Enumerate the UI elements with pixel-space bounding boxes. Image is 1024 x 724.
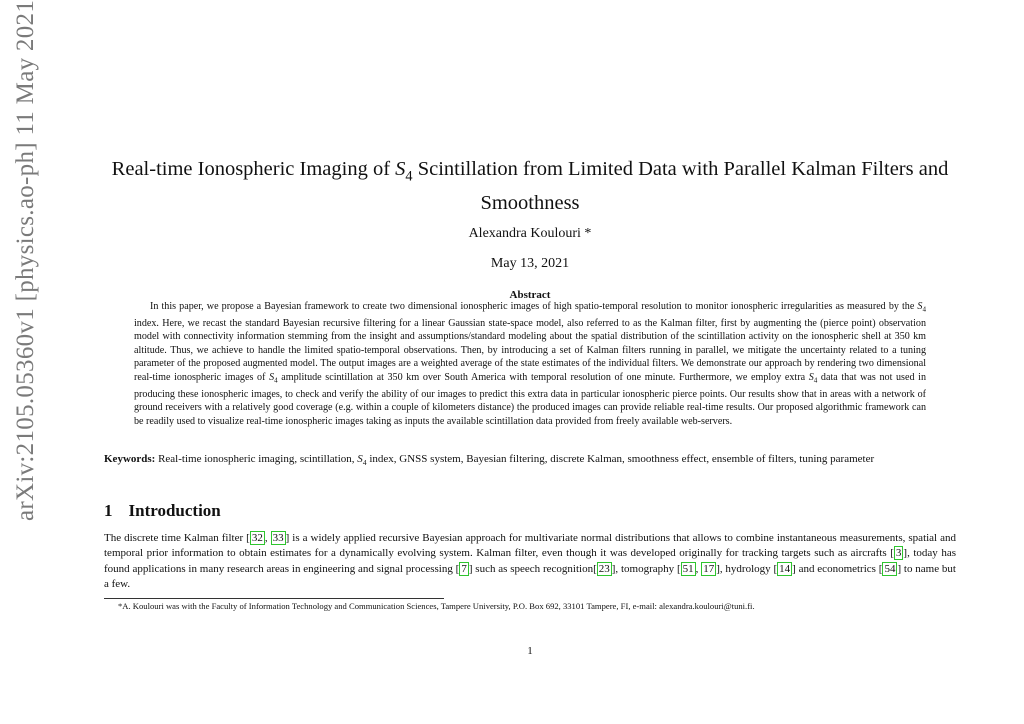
citation-link[interactable]: 32 <box>251 532 263 544</box>
citation-link[interactable]: 3 <box>895 547 902 560</box>
citation-link[interactable]: 51 <box>682 562 694 575</box>
citation-link[interactable]: 54 <box>884 562 896 575</box>
citation-link[interactable]: 7 <box>461 562 467 575</box>
arxiv-stamp: arXiv:2105.05360v1 [physics.ao-ph] 11 May 2021 <box>12 0 39 522</box>
citation-link[interactable]: 33 <box>272 532 284 544</box>
citation-link[interactable]: 14 <box>779 562 791 575</box>
date: May 13, 2021 <box>490 256 570 271</box>
citation-link[interactable]: 17 <box>703 562 715 575</box>
citation-link[interactable]: 23 <box>598 562 610 575</box>
footnote-rule <box>104 598 444 599</box>
page-number: 1 <box>527 645 533 657</box>
paper-title: Real-time Ionospheric Imaging of $S_4$ Scintillation from Limited Data with Parallel Kalman Filters and Smoothness <box>111 158 949 215</box>
abstract-text: In this paper, we propose a Bayesian framework to create two dimensional ionospheric images of high spatio-temporal resolution to monitor ionospheric irregularities as measured by the $S_4$ index. Here, we recast the standard Bayesian recursive filtering for a linear Gaussian state-space model, also referred to as the Kalman filter, first by augmenting the (pierce point) observation model with connectivity information stemming from the insight and assumptions/standard modeling about the spatial distribution of the scintillation activity on the ionospheric shell at 350 km altitude. Thus, we achieve to handle the limited spatio-temporal observations. Then, by introducing a set of Kalman filters running in parallel, we mitigate the uncertainty related to a tuning parameter of the proposed augmented model. The output images are a weighted average of the state estimates of the individual filters. We demonstrate our approach by rendering two dimensional real-time ionospheric images of $S_4$ amplitude scintillation at 350 km over South America with temporal resolution of one minute. Furthermore, we employ extra $S_4$ data that was not used in producing these ionospheric images, to check and verify the ability of our images to predict this extra data in particular ionospheric pierce points. Our results show that in areas with a network of ground receivers with a relatively good coverage (e.g. within a couple of kilometers distance) the produced images can provide reliable real-time results. Our proposed algorithmic framework can be readily used to visualize real-time ionospheric images taking as inputs the available scintillation data provided from freely available web-servers. <box>134 301 926 427</box>
keywords: Keywords: Real-time ionospheric imaging, scintillation, $S_4$ index, GNSS system, Bayesian filtering, discrete Kalman, smoothness effect, ensemble of filters, tuning parameter <box>104 453 875 467</box>
footnote: *A. Koulouri was with the Faculty of Information Technology and Communication Sciences, Tampere University, P.O. Box 692, 33101 Tampere, FI, e-mail: alexandra.koulouri@tuni.fi. <box>118 601 755 611</box>
intro-paragraph: The discrete time Kalman filter [ 32 , 33 ] is a widely applied recursive Bayesian approach for multivariate normal distributions that allows to combine instantaneous measurements, spatial and temporal prior information to obtain estimates for a dynamically evolving system. Kalman filter, even though it was developed originally for tracking targets such as aircrafts [ 3 ], today has found applications in many research areas in engineering and signal processing [ 7 ] such as speech recognition[ 23 ], tomography [ 51 , 17 ], hydrology [ 14 ] and econometrics [ 54 ] to name but a few. <box>104 532 957 590</box>
abstract-heading: Abstract <box>509 289 551 301</box>
section-heading: 1 Introduction <box>104 501 221 520</box>
author: Alexandra Koulouri * <box>468 226 592 241</box>
